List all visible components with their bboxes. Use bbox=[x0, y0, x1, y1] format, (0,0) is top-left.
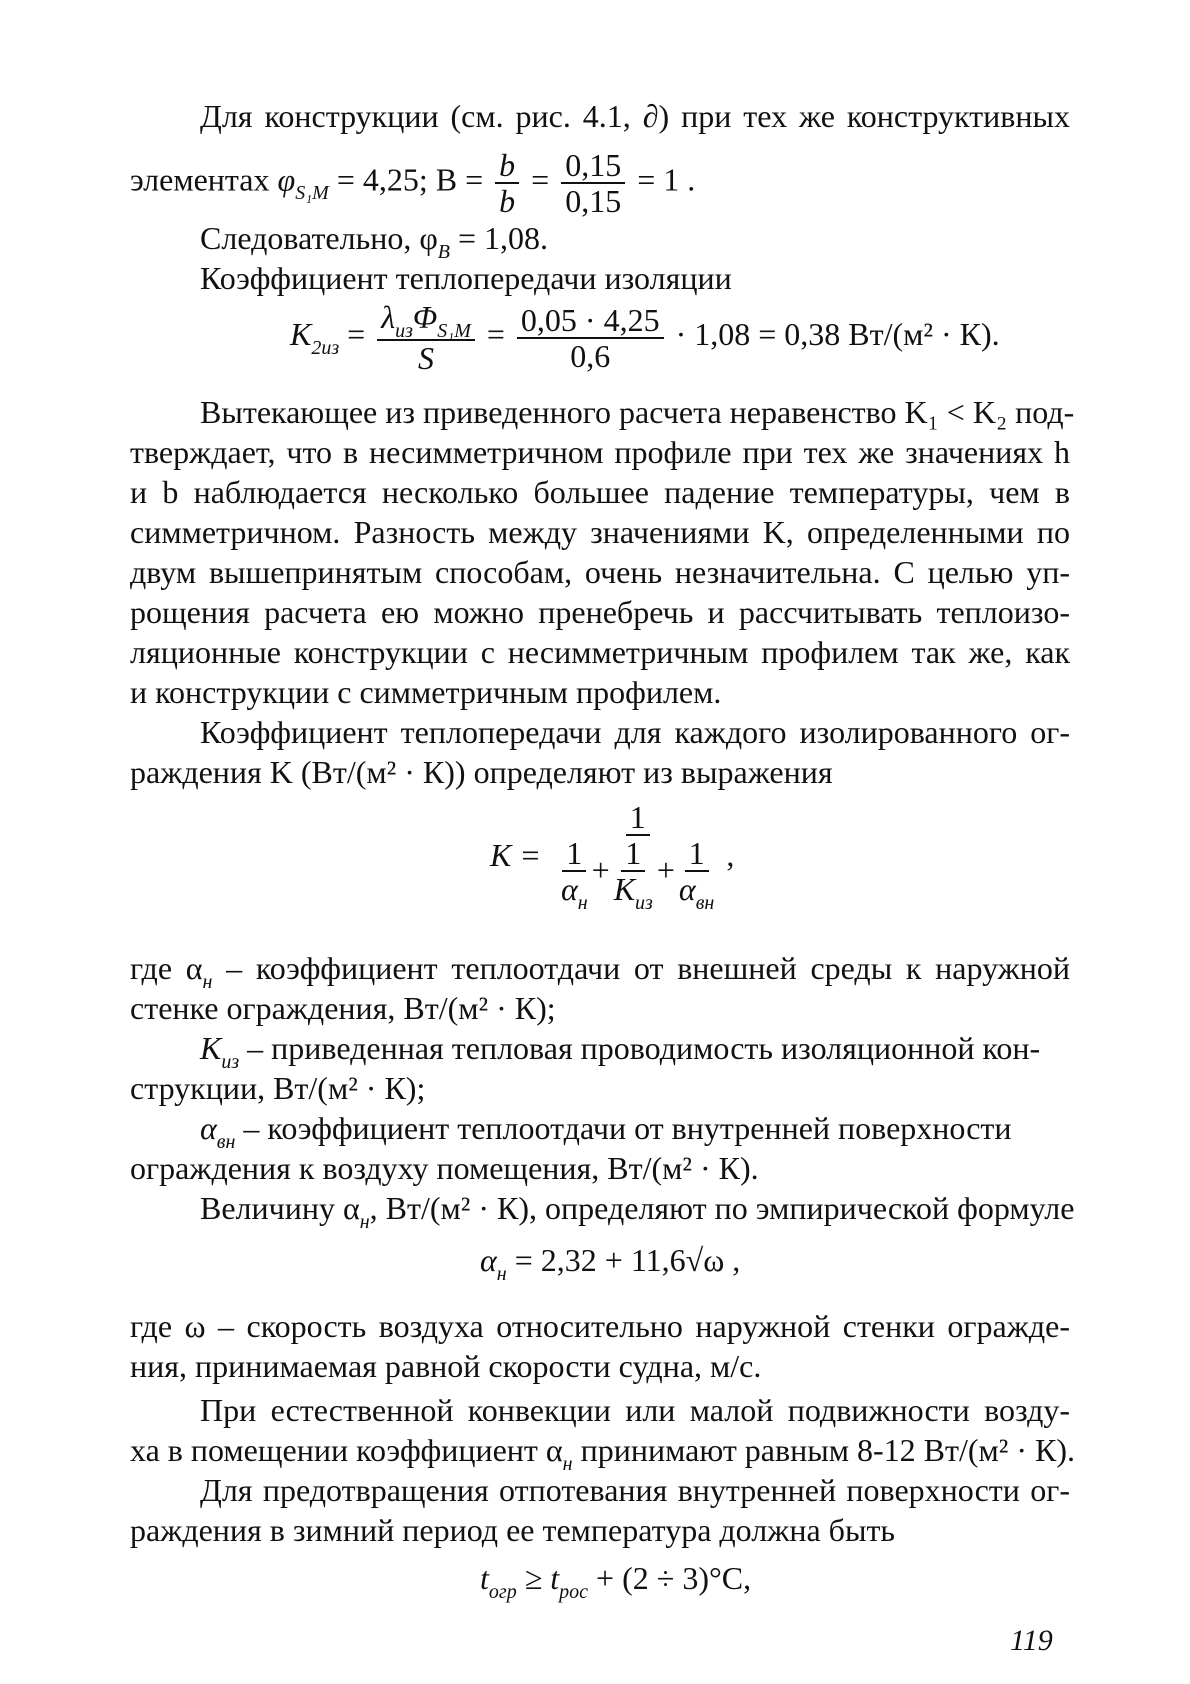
fraction: $\frac{b}{b}$ bbox=[495, 148, 519, 218]
text-line: Коэффициент теплопередачи изоляции bbox=[200, 260, 732, 296]
text-line: где $\alpha_н$ – коэффициент теплоотдачи от внешней среды к наружной bbox=[130, 950, 1071, 993]
fraction: $\frac{\lambda_{из}\Phi_{S_1M}}{S}$ bbox=[377, 300, 475, 375]
text-line: Для предотвращения отпотевания внутренней поверхности ог- bbox=[200, 1472, 1070, 1508]
text-line: где ω – скорость воздуха относительно наружной стенки огражде- bbox=[130, 1308, 1070, 1344]
text-line: раждения в зимний период ее температура должна быть bbox=[130, 1512, 896, 1548]
text-line: Коэффициент теплопередачи для каждого изолированного ог- bbox=[200, 714, 1070, 750]
formula-k: K = 1 $\frac{1}{\alpha_н}$ + $\frac{1}{K_{из}}$ + $\frac{1}{\alpha_{вн}}$ , bbox=[490, 799, 735, 914]
text-line: ния, принимаемая равной скорости судна, м/с. bbox=[130, 1348, 762, 1384]
text-line: тверждает, что в несимметричном профиле при тех же значениях h bbox=[130, 434, 1070, 470]
text-line: двум вышепринятым способам, очень незначительна. С целью уп- bbox=[130, 554, 1070, 590]
text-line: Вытекающее из приведенного расчета неравенство K₁ < K₂ под- bbox=[200, 394, 1075, 430]
text-line: ограждения к воздуху помещения, Вт/(м² · К). bbox=[130, 1150, 759, 1186]
text-line: рощения расчета ею можно пренебречь и рассчитывать теплоизо- bbox=[130, 594, 1070, 630]
text-line: При естественной конвекции или малой подвижности возду- bbox=[200, 1392, 1070, 1428]
text-line: ха в помещении коэффициент $\alpha_н$ принимают равным 8-12 Вт/(м² · К). bbox=[130, 1432, 1076, 1475]
page-number: 119 bbox=[1010, 1624, 1053, 1657]
fraction: 1 $\frac{1}{\alpha_н}$ + $\frac{1}{K_{из}}$ + $\frac{1}{\alpha_{вн}}$ bbox=[560, 799, 715, 914]
fraction: $\frac{0,05 \cdot 4,25}{0,6}$ bbox=[517, 303, 664, 373]
text-line: и b наблюдается несколько большее падение температуры, чем в bbox=[130, 474, 1070, 510]
text-line: $\alpha_{вн}$ – коэффициент теплоотдачи от внутренней поверхности bbox=[200, 1110, 1012, 1153]
formula-k2: $K_{2из}$ = $\frac{\lambda_{из}\Phi_{S_1M}}{S}$ = $\frac{0,05 \cdot 4,25}{0,6}$ · 1,08 = 0,38 Вт/(м² · К). bbox=[290, 299, 1000, 376]
text-line: Для конструкции (см. рис. 4.1, ∂) при тех же конструктивных bbox=[200, 98, 1070, 134]
text-line: ляционные конструкции с несимметричным профилем так же, как bbox=[130, 634, 1070, 670]
text-line: струкции, Вт/(м² · К); bbox=[130, 1070, 426, 1106]
text-line: стенке ограждения, Вт/(м² · К); bbox=[130, 990, 556, 1026]
formula-line-b: элементах $\varphi_{S_1M} = 4,25$; B = $\frac{b}{b}$ = $\frac{0,15}{0,15}$ = 1 . bbox=[130, 147, 696, 219]
text-line: $K_{из}$ – приведенная тепловая проводимость изоляционной кон- bbox=[200, 1030, 1041, 1073]
text-line: Величину $\alpha_н$, Вт/(м² · К), определяют по эмпирической формуле bbox=[200, 1190, 1075, 1233]
formula-alpha: $\alpha_н = 2,32 + 11,6√\omega$ , bbox=[480, 1242, 741, 1285]
text-line: Следовательно, $\varphi_B = 1,08$. bbox=[200, 220, 549, 263]
fraction: $\frac{0,15}{0,15}$ bbox=[561, 148, 625, 218]
text-line: и конструкции с симметричным профилем. bbox=[130, 674, 722, 710]
text-line: раждения K (Вт/(м² · К)) определяют из выражения bbox=[130, 754, 833, 790]
text-line: симметричном. Разность между значениями K, определенными по bbox=[130, 514, 1070, 550]
formula-t: $t_{огр} \ge t_{рос} + (2 \div 3)^\circ C$, bbox=[480, 1560, 752, 1603]
